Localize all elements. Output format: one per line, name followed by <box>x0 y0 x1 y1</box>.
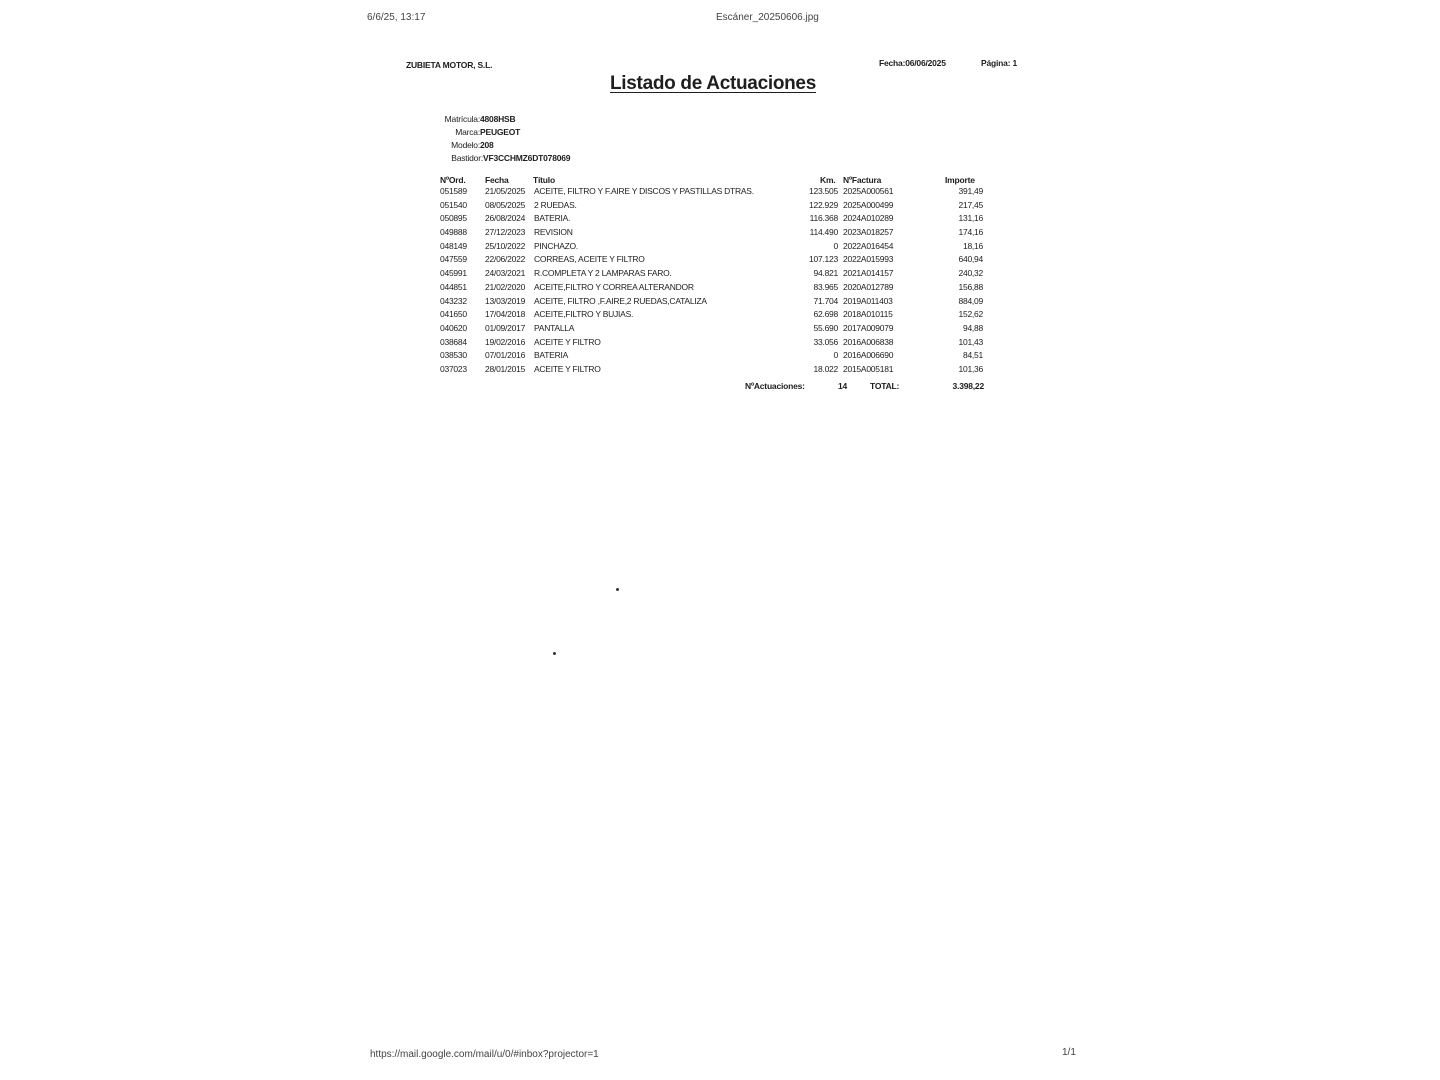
cell-date: 25/10/2022 <box>485 240 526 251</box>
table-row <box>0 296 1440 310</box>
scan-speck <box>616 588 619 591</box>
print-filename: Escáner_20250606.jpg <box>716 12 819 23</box>
col-header-order: NºOrd. <box>440 175 466 185</box>
print-datetime: 6/6/25, 13:17 <box>367 12 426 23</box>
cell-order: 038530 <box>440 350 467 361</box>
cell-amount: 640,94 <box>958 254 983 265</box>
cell-km: 94.821 <box>813 268 838 279</box>
vehicle-model-label: Modelo: <box>451 140 480 150</box>
table-row <box>0 200 1440 214</box>
cell-km: 107.123 <box>809 254 838 265</box>
total-label: TOTAL: <box>870 381 900 391</box>
cell-title: ACEITE Y FILTRO <box>534 363 601 374</box>
cell-date: 28/01/2015 <box>485 363 526 374</box>
cell-title: ACEITE Y FILTRO <box>534 336 601 347</box>
cell-order: 041650 <box>440 309 467 320</box>
cell-date: 26/08/2024 <box>485 213 526 224</box>
cell-invoice: 2023A018257 <box>843 227 894 238</box>
cell-order: 050895 <box>440 213 467 224</box>
cell-title: BATERIA. <box>534 213 571 224</box>
report-page-number: Página: 1 <box>981 58 1017 68</box>
cell-km: 114.490 <box>809 227 838 238</box>
cell-title: CORREAS, ACEITE Y FILTRO <box>534 254 645 265</box>
cell-date: 17/04/2018 <box>485 309 526 320</box>
cell-date: 21/05/2025 <box>485 186 526 196</box>
cell-amount: 174,16 <box>958 227 983 238</box>
cell-date: 13/03/2019 <box>485 295 526 306</box>
cell-date: 08/05/2025 <box>485 199 526 210</box>
cell-amount: 94,88 <box>962 322 983 333</box>
actions-table <box>0 186 1440 378</box>
cell-invoice: 2024A010289 <box>843 213 894 224</box>
vehicle-plate <box>440 114 515 124</box>
table-row <box>0 186 1440 200</box>
col-header-amount: Importe <box>945 175 975 185</box>
cell-title: 2 RUEDAS. <box>534 199 577 210</box>
table-row <box>0 227 1440 241</box>
cell-amount: 217,45 <box>958 199 983 210</box>
cell-title: ACEITE, FILTRO ,F.AIRE,2 RUEDAS,CATALIZA <box>534 295 707 306</box>
cell-km: 71.704 <box>813 295 838 306</box>
cell-date: 21/02/2020 <box>485 281 526 292</box>
cell-km: 0 <box>833 350 838 361</box>
cell-km: 116.368 <box>809 213 838 224</box>
cell-km: 123.505 <box>809 186 838 196</box>
cell-date: 01/09/2017 <box>485 322 526 333</box>
cell-amount: 131,16 <box>958 213 983 224</box>
cell-order: 051589 <box>440 186 467 196</box>
cell-order: 038684 <box>440 336 467 347</box>
vehicle-brand-value: PEUGEOT <box>480 127 521 137</box>
cell-invoice: 2022A016454 <box>843 240 894 251</box>
actions-count-label: NºActuaciones: <box>745 381 805 391</box>
print-page-count: 1/1 <box>1062 1047 1076 1058</box>
cell-title: PANTALLA <box>534 322 575 333</box>
cell-title: R.COMPLETA Y 2 LAMPARAS FARO. <box>534 268 672 279</box>
table-row <box>0 254 1440 268</box>
report-title: Listado de Actuaciones <box>610 73 816 94</box>
cell-amount: 152,62 <box>958 309 983 320</box>
cell-km: 0 <box>833 240 838 251</box>
table-row <box>0 323 1440 337</box>
table-row <box>0 337 1440 351</box>
cell-amount: 84,51 <box>962 350 983 361</box>
cell-invoice: 2022A015993 <box>843 254 894 265</box>
cell-km: 122.929 <box>809 199 838 210</box>
cell-order: 049888 <box>440 227 467 238</box>
cell-invoice: 2025A000499 <box>843 199 894 210</box>
cell-title: ACEITE,FILTRO Y CORREA ALTERANDOR <box>534 281 694 292</box>
col-header-title: Título <box>533 175 555 185</box>
table-row <box>0 364 1440 378</box>
cell-invoice: 2017A009079 <box>843 322 894 333</box>
cell-order: 045991 <box>440 268 467 279</box>
total-value: 3.398,22 <box>952 381 984 391</box>
report-date: Fecha:06/06/2025 <box>879 58 946 68</box>
cell-km: 18.022 <box>813 363 838 374</box>
vehicle-chassis-label: Bastidor: <box>451 153 483 163</box>
cell-amount: 101,36 <box>958 363 983 374</box>
cell-amount: 156,88 <box>958 281 983 292</box>
cell-km: 33.056 <box>813 336 838 347</box>
cell-order: 044851 <box>440 281 467 292</box>
table-row <box>0 282 1440 296</box>
vehicle-model-value: 208 <box>480 140 494 150</box>
cell-title: REVISION <box>534 227 573 238</box>
cell-km: 62.698 <box>813 309 838 320</box>
company-name: ZUBIETA MOTOR, S.L. <box>406 60 493 70</box>
vehicle-model <box>440 140 494 150</box>
cell-amount: 101,43 <box>958 336 983 347</box>
col-header-date: Fecha <box>485 175 509 185</box>
cell-invoice: 2020A012789 <box>843 281 894 292</box>
cell-order: 043232 <box>440 295 467 306</box>
cell-order: 037023 <box>440 363 467 374</box>
cell-km: 55.690 <box>813 322 838 333</box>
cell-title: ACEITE, FILTRO Y F.AIRE Y DISCOS Y PASTILLAS DTRAS. <box>534 186 754 196</box>
cell-date: 27/12/2023 <box>485 227 526 238</box>
cell-order: 051540 <box>440 199 467 210</box>
cell-invoice: 2016A006838 <box>843 336 894 347</box>
cell-date: 19/02/2016 <box>485 336 526 347</box>
cell-amount: 884,09 <box>958 295 983 306</box>
col-header-invoice: NºFactura <box>843 175 882 185</box>
table-row <box>0 350 1440 364</box>
vehicle-plate-value: 4808HSB <box>480 114 516 124</box>
cell-date: 22/06/2022 <box>485 254 526 265</box>
vehicle-chassis <box>443 153 570 163</box>
cell-km: 83.965 <box>813 281 838 292</box>
table-row <box>0 213 1440 227</box>
scan-speck <box>553 652 556 655</box>
cell-title: BATERIA <box>534 350 568 361</box>
table-row <box>0 268 1440 282</box>
cell-order: 040620 <box>440 322 467 333</box>
actions-count-value: 14 <box>838 381 848 391</box>
cell-invoice: 2021A014157 <box>843 268 894 279</box>
cell-amount: 240,32 <box>958 268 983 279</box>
cell-title: ACEITE,FILTRO Y BUJIAS. <box>534 309 634 320</box>
cell-invoice: 2019A011403 <box>843 295 893 306</box>
table-row <box>0 241 1440 255</box>
vehicle-brand-label: Marca: <box>455 127 480 137</box>
col-header-km: Km. <box>820 175 836 185</box>
cell-date: 24/03/2021 <box>485 268 526 279</box>
cell-invoice: 2018A010115 <box>843 309 893 320</box>
cell-order: 048149 <box>440 240 467 251</box>
vehicle-plate-label: Matrícula: <box>444 114 480 124</box>
cell-title: PINCHAZO. <box>534 240 579 251</box>
cell-invoice: 2025A000561 <box>843 186 894 196</box>
cell-amount: 391,49 <box>958 186 983 196</box>
print-url: https://mail.google.com/mail/u/0/#inbox?projector=1 <box>370 1049 599 1060</box>
vehicle-chassis-value: VF3CCHMZ6DT078069 <box>483 153 571 163</box>
cell-date: 07/01/2016 <box>485 350 526 361</box>
cell-invoice: 2015A005181 <box>843 363 894 374</box>
vehicle-brand <box>440 127 520 137</box>
cell-amount: 18,16 <box>962 240 983 251</box>
cell-order: 047559 <box>440 254 467 265</box>
cell-invoice: 2016A006690 <box>843 350 894 361</box>
table-row <box>0 309 1440 323</box>
